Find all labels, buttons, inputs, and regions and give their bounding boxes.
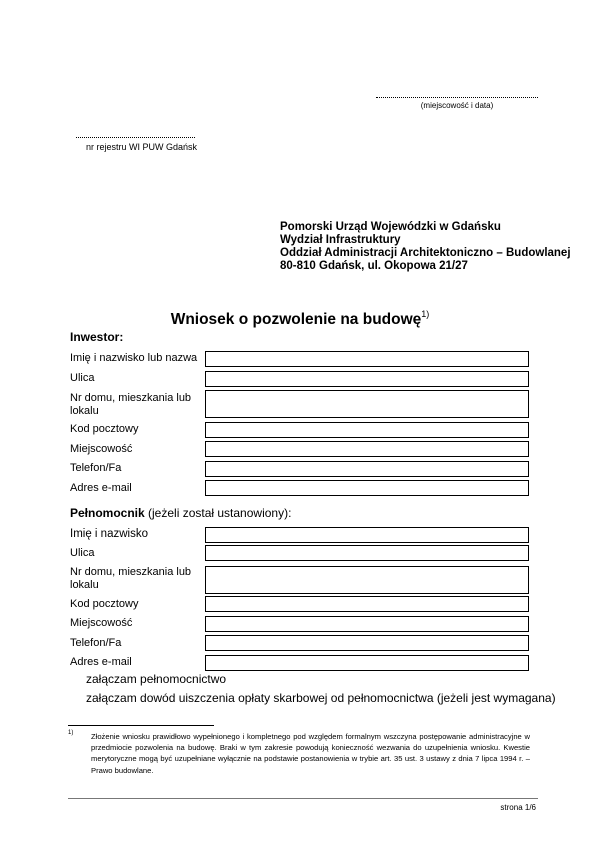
investor-house-input[interactable]	[205, 390, 529, 418]
investor-email-label: Adres e-mail	[70, 482, 132, 494]
proxy-phone-label: Telefon/Fa	[70, 637, 122, 649]
investor-house-label-line2: lokalu	[70, 405, 99, 417]
proxy-street-input[interactable]	[205, 545, 529, 561]
investor-name-label: Imię i nazwisko lub nazwa	[70, 352, 198, 364]
recipient-address	[280, 221, 571, 273]
proxy-email-label: Adres e-mail	[70, 656, 132, 668]
place-date-caption: (miejscowość i data)	[420, 101, 494, 110]
address-line-2: Wydział Infrastruktury	[280, 234, 401, 246]
investor-house-label	[70, 392, 191, 418]
investor-street-input[interactable]	[205, 371, 529, 387]
footnote-separator	[68, 725, 214, 726]
proxy-email-input[interactable]	[205, 655, 529, 671]
investor-postal-label: Kod pocztowy	[70, 423, 139, 435]
address-line-1: Pomorski Urząd Wojewódzki w Gdańsku	[280, 221, 501, 233]
investor-email-input[interactable]	[205, 480, 529, 496]
place-date-line	[376, 97, 538, 98]
proxy-heading-rest: (jeżeli został ustanowiony):	[144, 506, 292, 520]
register-number-caption: nr rejestru WI PUW Gdańsk	[86, 142, 198, 152]
investor-postal-input[interactable]	[205, 422, 529, 438]
investor-street-label: Ulica	[70, 372, 95, 384]
investor-phone-input[interactable]	[205, 461, 529, 477]
form-title	[0, 310, 600, 329]
proxy-postal-input[interactable]	[205, 596, 529, 612]
investor-name-input[interactable]	[205, 351, 529, 367]
address-line-3: Oddział Administracji Architektoniczno – Budowlanej	[280, 247, 571, 259]
register-number-line	[76, 137, 195, 138]
proxy-house-label-line2: lokalu	[70, 579, 99, 591]
proxy-name-input[interactable]	[205, 527, 529, 543]
investor-city-label: Miejscowość	[70, 443, 133, 455]
proxy-phone-input[interactable]	[205, 635, 529, 651]
form-title-text: Wniosek o pozwolenie na budowę	[170, 311, 422, 329]
footnote-text: Złożenie wniosku prawidłowo wypełnionego i kompletnego pod względem formalnym wszczyna postępowanie administracyjne w przedmiocie pozwolenia na budowę. Braki w tym zakresie powodują konieczność wezwania do uzupełnienia wniosku. Kwestie merytoryczne mogą być uzupełniane wyłącznie na podstawie postanowienia w trybie art. 35 ust. 3 ustawy z dnia 7 lipca 1994 r. – Prawo budowlane.	[91, 732, 530, 775]
investor-city-input[interactable]	[205, 441, 529, 457]
attachment-power-of-attorney: załączam pełnomocnictwo	[86, 672, 227, 686]
proxy-heading	[70, 506, 291, 520]
proxy-house-label-line1: Nr domu, mieszkania lub	[70, 566, 192, 578]
form-title-footnote-ref: 1)	[421, 309, 430, 319]
attachment-stamp-fee-proof: załączam dowód uiszczenia opłaty skarbowej od pełnomocnictwa (jeżeli jest wymagana)	[86, 691, 556, 705]
proxy-city-input[interactable]	[205, 616, 529, 632]
investor-house-label-line1: Nr domu, mieszkania lub	[70, 392, 192, 404]
address-line-4: 80-810 Gdańsk, ul. Okopowa 21/27	[280, 260, 468, 272]
proxy-street-label: Ulica	[70, 547, 95, 559]
proxy-name-label: Imię i nazwisko	[70, 528, 148, 540]
footnote	[68, 731, 530, 776]
proxy-heading-bold: Pełnomocnik	[70, 506, 145, 520]
proxy-city-label: Miejscowość	[70, 617, 133, 629]
investor-phone-label: Telefon/Fa	[70, 462, 122, 474]
proxy-house-input[interactable]	[205, 566, 529, 594]
proxy-house-label	[70, 566, 191, 592]
investor-heading: Inwestor:	[70, 330, 124, 344]
page-number: strona 1/6	[500, 803, 536, 812]
footnote-mark: 1)	[68, 730, 74, 736]
footer-rule	[68, 798, 538, 799]
proxy-postal-label: Kod pocztowy	[70, 598, 139, 610]
